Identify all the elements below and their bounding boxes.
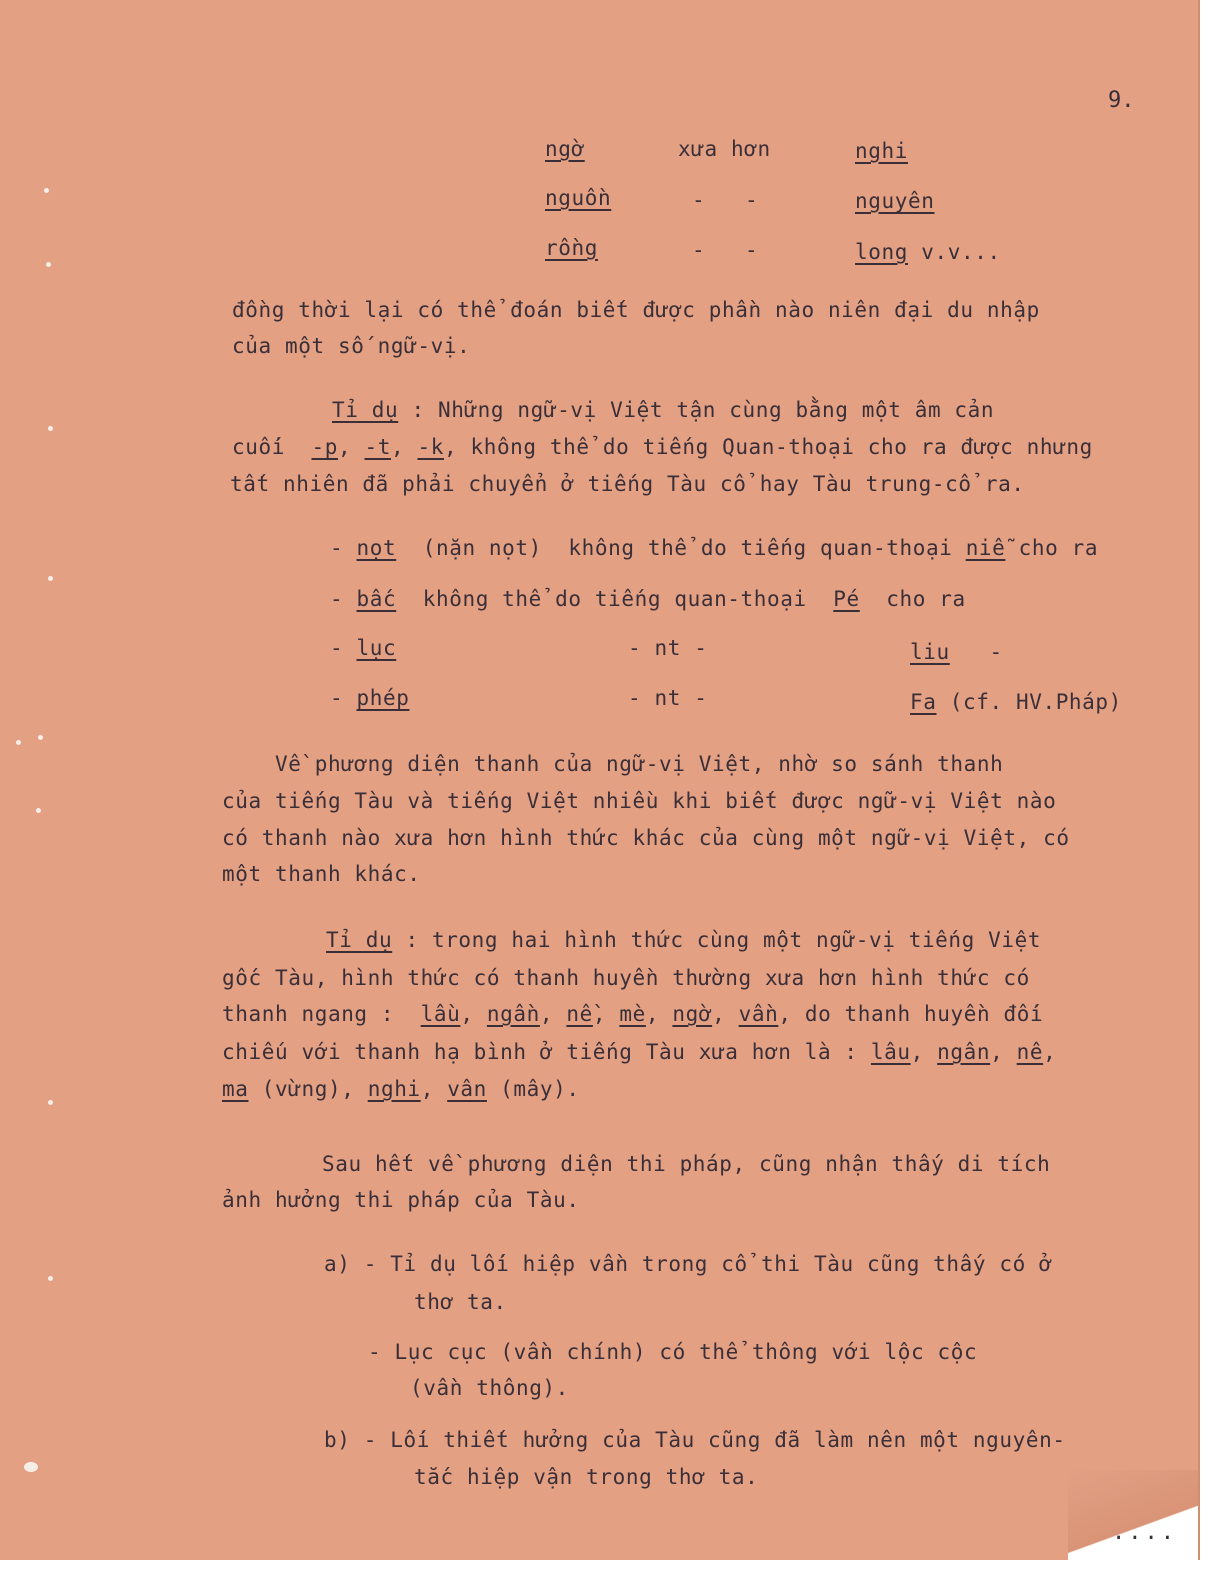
- source-word: liu: [910, 640, 950, 664]
- table-word: rồng: [545, 236, 598, 260]
- example-text: (nặn nọt) không thể do tiếng quan-thoại: [396, 536, 966, 560]
- example-label: Tỉ dụ: [332, 398, 399, 422]
- consonant: -t: [364, 435, 391, 459]
- example-word: lục: [356, 636, 397, 660]
- page-number: 9.: [1108, 88, 1135, 113]
- viet-word: mè: [619, 1002, 646, 1026]
- han-word: nghi: [367, 1077, 421, 1101]
- han-word: lâu: [870, 1040, 911, 1064]
- example-label: Tỉ dụ: [326, 928, 393, 952]
- han-word: ngân: [937, 1040, 991, 1064]
- source-word: Fa: [910, 690, 937, 714]
- para3-line: một thanh khác.: [222, 862, 421, 886]
- para4-text: chiếu với thanh hạ bình ở tiếng Tàu xưa hơn là :: [222, 1040, 871, 1064]
- table-relation: xưa hơn: [678, 137, 771, 161]
- example-text: (cf. HV.Pháp): [936, 690, 1122, 714]
- dash: -: [330, 686, 357, 710]
- example-row: [330, 686, 409, 710]
- para4-line: chiếu với thanh hạ bình ở tiếng Tàu xưa hơn là : lâu, ngân, nê,: [222, 1040, 1057, 1064]
- para4-line: thanh ngang : lầu, ngần, nề, mè, ngờ, vần, do thanh huyền đối: [222, 1002, 1044, 1026]
- example-text: -: [949, 640, 1003, 664]
- binder-hole: [16, 740, 21, 745]
- example-row: [330, 536, 1098, 560]
- source-word: niễ: [965, 536, 1006, 560]
- example-word: bấc: [356, 587, 397, 611]
- table-target-line: [855, 240, 1001, 264]
- para4-text: : trong hai hình thức cùng một ngữ-vị tiếng Việt: [392, 928, 1042, 952]
- continuation-dots: ....: [1112, 1520, 1177, 1545]
- para1-line: đồng thời lại có thể đoán biết được phần nào niên đại du nhập: [232, 298, 1040, 322]
- para4-line: gốc Tàu, hình thức có thanh huyền thường xưa hơn hình thức có: [222, 966, 1030, 990]
- gloss: (vừng),: [248, 1077, 368, 1101]
- para5-line: ảnh hưởng thi pháp của Tàu.: [222, 1188, 580, 1212]
- nt-marker: - nt -: [628, 686, 708, 710]
- dash: -: [330, 636, 357, 660]
- viet-word: lầu: [420, 1002, 461, 1026]
- list-item-sub: - Lục cục (vần chính) có thể thông với lộc cộc: [368, 1340, 978, 1364]
- para2-line: cuối -p, -t, -k, không thể do tiếng Quan-thoại cho ra được nhưng: [232, 435, 1093, 459]
- table-target: nguyên: [855, 189, 935, 213]
- example-text: cho ra: [1005, 536, 1099, 560]
- list-item-b: b) - Lối thiết hưởng của Tàu cũng đã làm nên một nguyên-: [324, 1428, 1066, 1452]
- para2-text: , không thể do tiếng Quan-thoại cho ra được nhưng: [443, 435, 1093, 459]
- nt-marker: - nt -: [628, 636, 708, 660]
- para4-line: [326, 928, 1041, 952]
- para4-text: , do thanh huyền đối: [778, 1002, 1044, 1026]
- para4-text: thanh ngang :: [222, 1002, 421, 1026]
- table-extra: v.v...: [907, 240, 1001, 264]
- para2-text: cuối: [232, 435, 312, 459]
- binder-hole: [48, 576, 53, 581]
- example-word: nọt: [356, 536, 397, 560]
- para4-line: ma (vừng), nghi, vân (mây).: [222, 1077, 580, 1101]
- viet-word: vần: [738, 1002, 779, 1026]
- example-source: [910, 690, 1122, 714]
- para2-line: [332, 398, 994, 422]
- viet-word: nề: [566, 1002, 593, 1026]
- table-word: nguồn: [545, 186, 612, 210]
- list-item-b-cont: tắc hiệp vận trong thơ ta.: [414, 1465, 759, 1489]
- example-word: phép: [356, 686, 410, 710]
- viet-word: ngờ: [672, 1002, 713, 1026]
- para3-line: có thanh nào xưa hơn hình thức khác của cùng một ngữ-vị Việt, có: [222, 826, 1070, 850]
- table-relation: - -: [692, 238, 759, 262]
- example-row: [330, 636, 396, 660]
- source-word: Pé: [833, 587, 860, 611]
- han-word: nê: [1016, 1040, 1044, 1064]
- example-text: không thể do tiếng quan-thoại: [396, 587, 834, 611]
- list-item-a-cont: thơ ta.: [414, 1290, 507, 1314]
- para2-text: : Những ngữ-vị Việt tận cùng bằng một âm cản: [398, 398, 995, 422]
- viet-word: ngần: [486, 1002, 540, 1026]
- example-row: [330, 587, 966, 611]
- table-target: nghi: [855, 139, 908, 163]
- consonant: -k: [417, 435, 444, 459]
- binder-hole: [38, 735, 43, 740]
- para5-line: Sau hết về phương diện thi pháp, cũng nhận thấy di tích: [322, 1152, 1051, 1176]
- para2-line: tất nhiên đã phải chuyển ở tiếng Tàu cổ hay Tàu trung-cổ ra.: [230, 472, 1025, 496]
- dash: -: [330, 536, 357, 560]
- gloss: (mây).: [486, 1077, 580, 1101]
- table-word: ngờ: [545, 137, 585, 161]
- binder-hole: [44, 188, 49, 193]
- para1-line: của một số ngữ-vị.: [232, 334, 471, 358]
- binder-hole: [46, 262, 51, 267]
- table-target: long: [855, 240, 908, 264]
- example-source: [910, 640, 1003, 664]
- binder-hole: [48, 1276, 53, 1281]
- table-relation: - -: [692, 188, 759, 212]
- dash: -: [330, 587, 357, 611]
- binder-hole: [48, 426, 53, 431]
- page-curl: [1068, 1470, 1198, 1560]
- list-item-a: a) - Tỉ dụ lối hiệp vần trong cổ thi Tàu cũng thấy có ở: [324, 1252, 1053, 1276]
- han-word: ma: [222, 1077, 249, 1101]
- para3-line: Về phương diện thanh của ngữ-vị Việt, nhờ so sánh thanh: [222, 752, 1004, 776]
- binder-hole: [48, 1100, 53, 1105]
- binder-hole: [36, 808, 41, 813]
- han-word: vân: [447, 1077, 487, 1101]
- para3-line: của tiếng Tàu và tiếng Việt nhiều khi biết được ngữ-vị Việt nào: [222, 789, 1057, 813]
- binder-hole: [24, 1462, 38, 1472]
- consonant: -p: [311, 435, 338, 459]
- example-text: cho ra: [859, 587, 966, 611]
- list-item-sub-cont: (vần thông).: [410, 1376, 569, 1400]
